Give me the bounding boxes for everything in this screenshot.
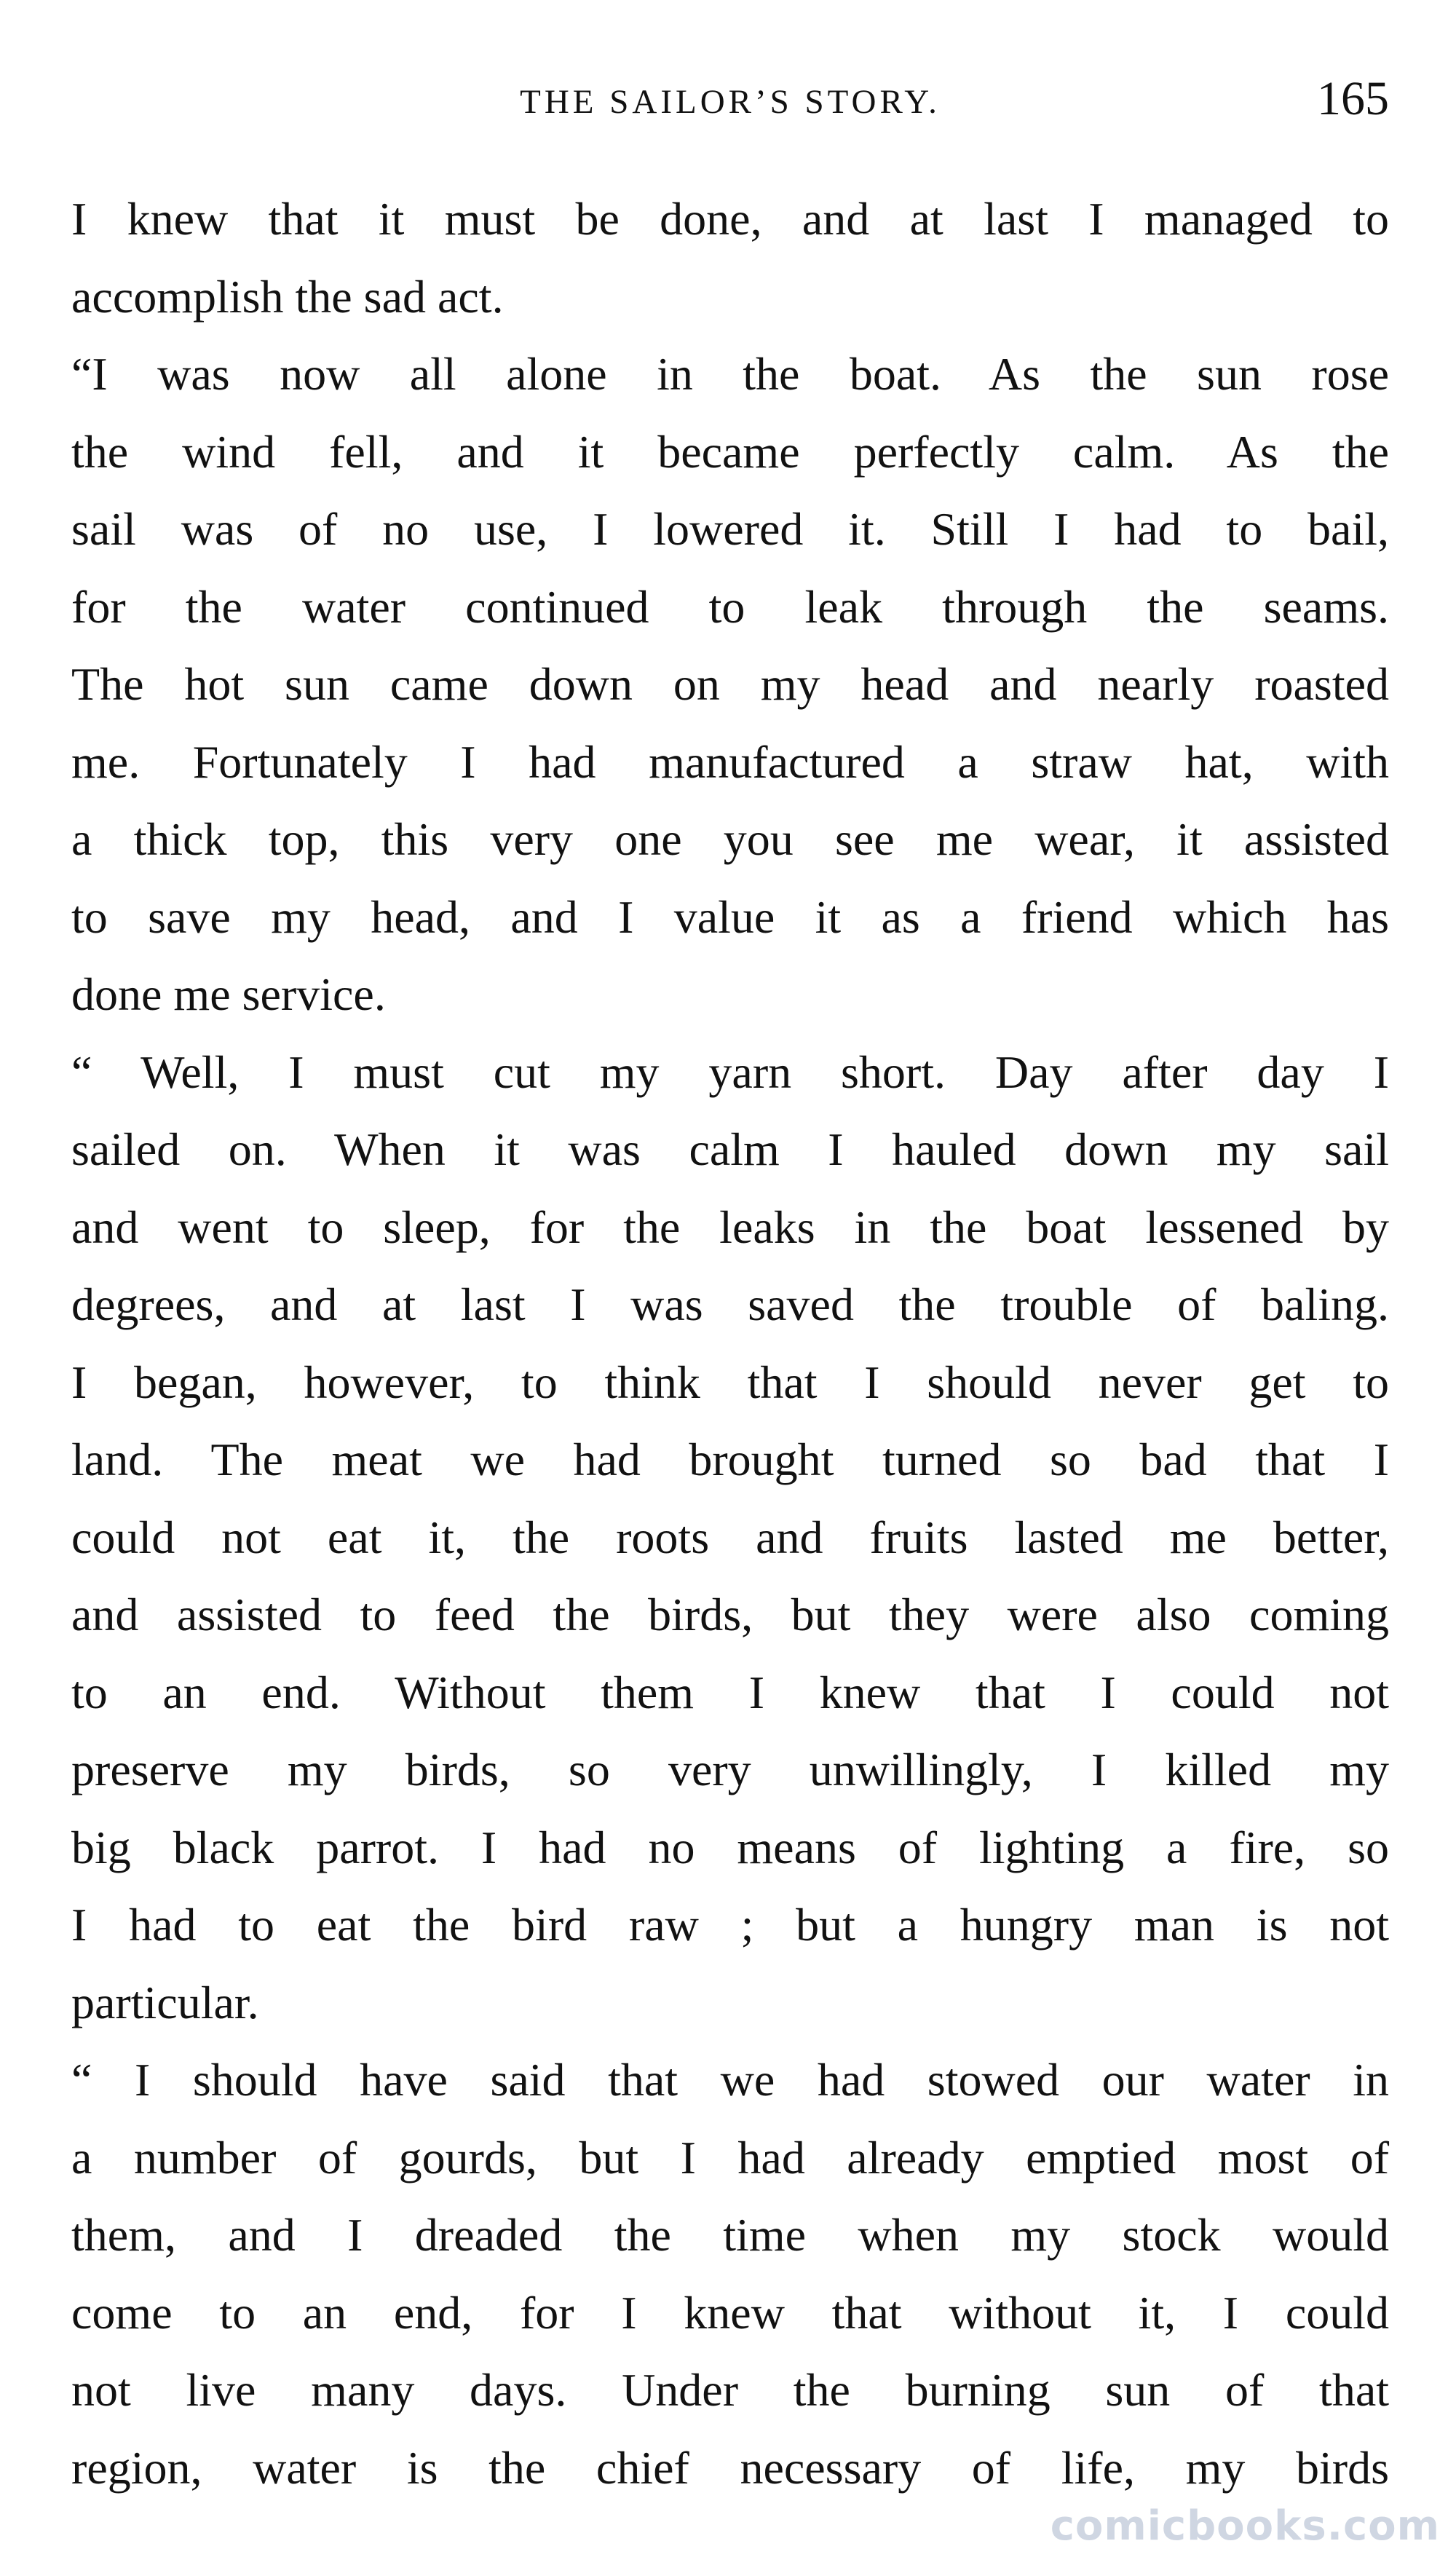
text-line: the wind fell, and it became perfectly calm. As the xyxy=(71,425,1389,478)
text-line: them, and I dreaded the time when my stock would xyxy=(71,2209,1389,2261)
text-line: done me service. xyxy=(71,968,386,1020)
text-line: accomplish the sad act. xyxy=(71,270,504,323)
text-line: “ Well, I must cut my yarn short. Day after day I xyxy=(71,1046,1389,1098)
text-line: preserve my birds, so very unwillingly, I killed my xyxy=(71,1744,1389,1795)
text-line: “I was now all alone in the boat. As the sun rose xyxy=(71,348,1389,400)
watermark: comicbooks.com xyxy=(1050,2502,1440,2550)
text-line: land. The meat we had brought turned so bad that I xyxy=(71,1434,1389,1485)
text-line: degrees, and at last I was saved the trouble of baling. xyxy=(71,1278,1389,1330)
paragraph xyxy=(71,2042,1389,2507)
page-header xyxy=(71,70,1389,128)
text-line: sail was of no use, I lowered it. Still I had to bail, xyxy=(71,503,1389,555)
text-line: I knew that it must be done, and at last I managed to xyxy=(71,193,1389,245)
text-line: come to an end, for I knew that without it, I could xyxy=(71,2286,1389,2339)
text-line: “ I should have said that we had stowed our water in xyxy=(71,2054,1389,2106)
text-line: I had to eat the bird raw ; but a hungry man is not xyxy=(71,1899,1389,1951)
text-line: could not eat it, the roots and fruits lasted me better, xyxy=(71,1511,1389,1563)
text-line: region, water is the chief necessary of life, my birds xyxy=(71,2441,1389,2494)
text-line: and assisted to feed the birds, but they were also coming xyxy=(71,1589,1389,1640)
text-line: I began, however, to think that I should never get to xyxy=(71,1356,1389,1408)
text-line: to an end. Without them I knew that I could not xyxy=(71,1666,1389,1718)
body-text xyxy=(71,181,1389,2507)
text-line: a number of gourds, but I had already emptied most of xyxy=(71,2131,1389,2183)
text-line: to save my head, and I value it as a friend which has xyxy=(71,890,1389,943)
paragraph xyxy=(71,336,1389,1034)
running-title: THE SAILOR’S STORY. xyxy=(520,83,941,121)
text-line: particular. xyxy=(71,1976,259,2028)
paragraph xyxy=(71,181,1389,336)
text-line: me. Fortunately I had manufactured a straw hat, with xyxy=(71,735,1389,788)
text-line: and went to sleep, for the leaks in the boat lessened by xyxy=(71,1201,1389,1253)
text-line: The hot sun came down on my head and nearly roasted xyxy=(71,658,1389,710)
text-line: big black parrot. I had no means of lighting a fire, so xyxy=(71,1821,1389,1873)
paragraph xyxy=(71,1034,1389,2042)
page-number: 165 xyxy=(1317,72,1389,125)
text-line: sailed on. When it was calm I hauled down my sail xyxy=(71,1123,1389,1175)
text-line: for the water continued to leak through the seams. xyxy=(71,580,1389,633)
text-line: not live many days. Under the burning sun of that xyxy=(71,2364,1389,2416)
text-line: a thick top, this very one you see me wear, it assisted xyxy=(71,813,1389,865)
